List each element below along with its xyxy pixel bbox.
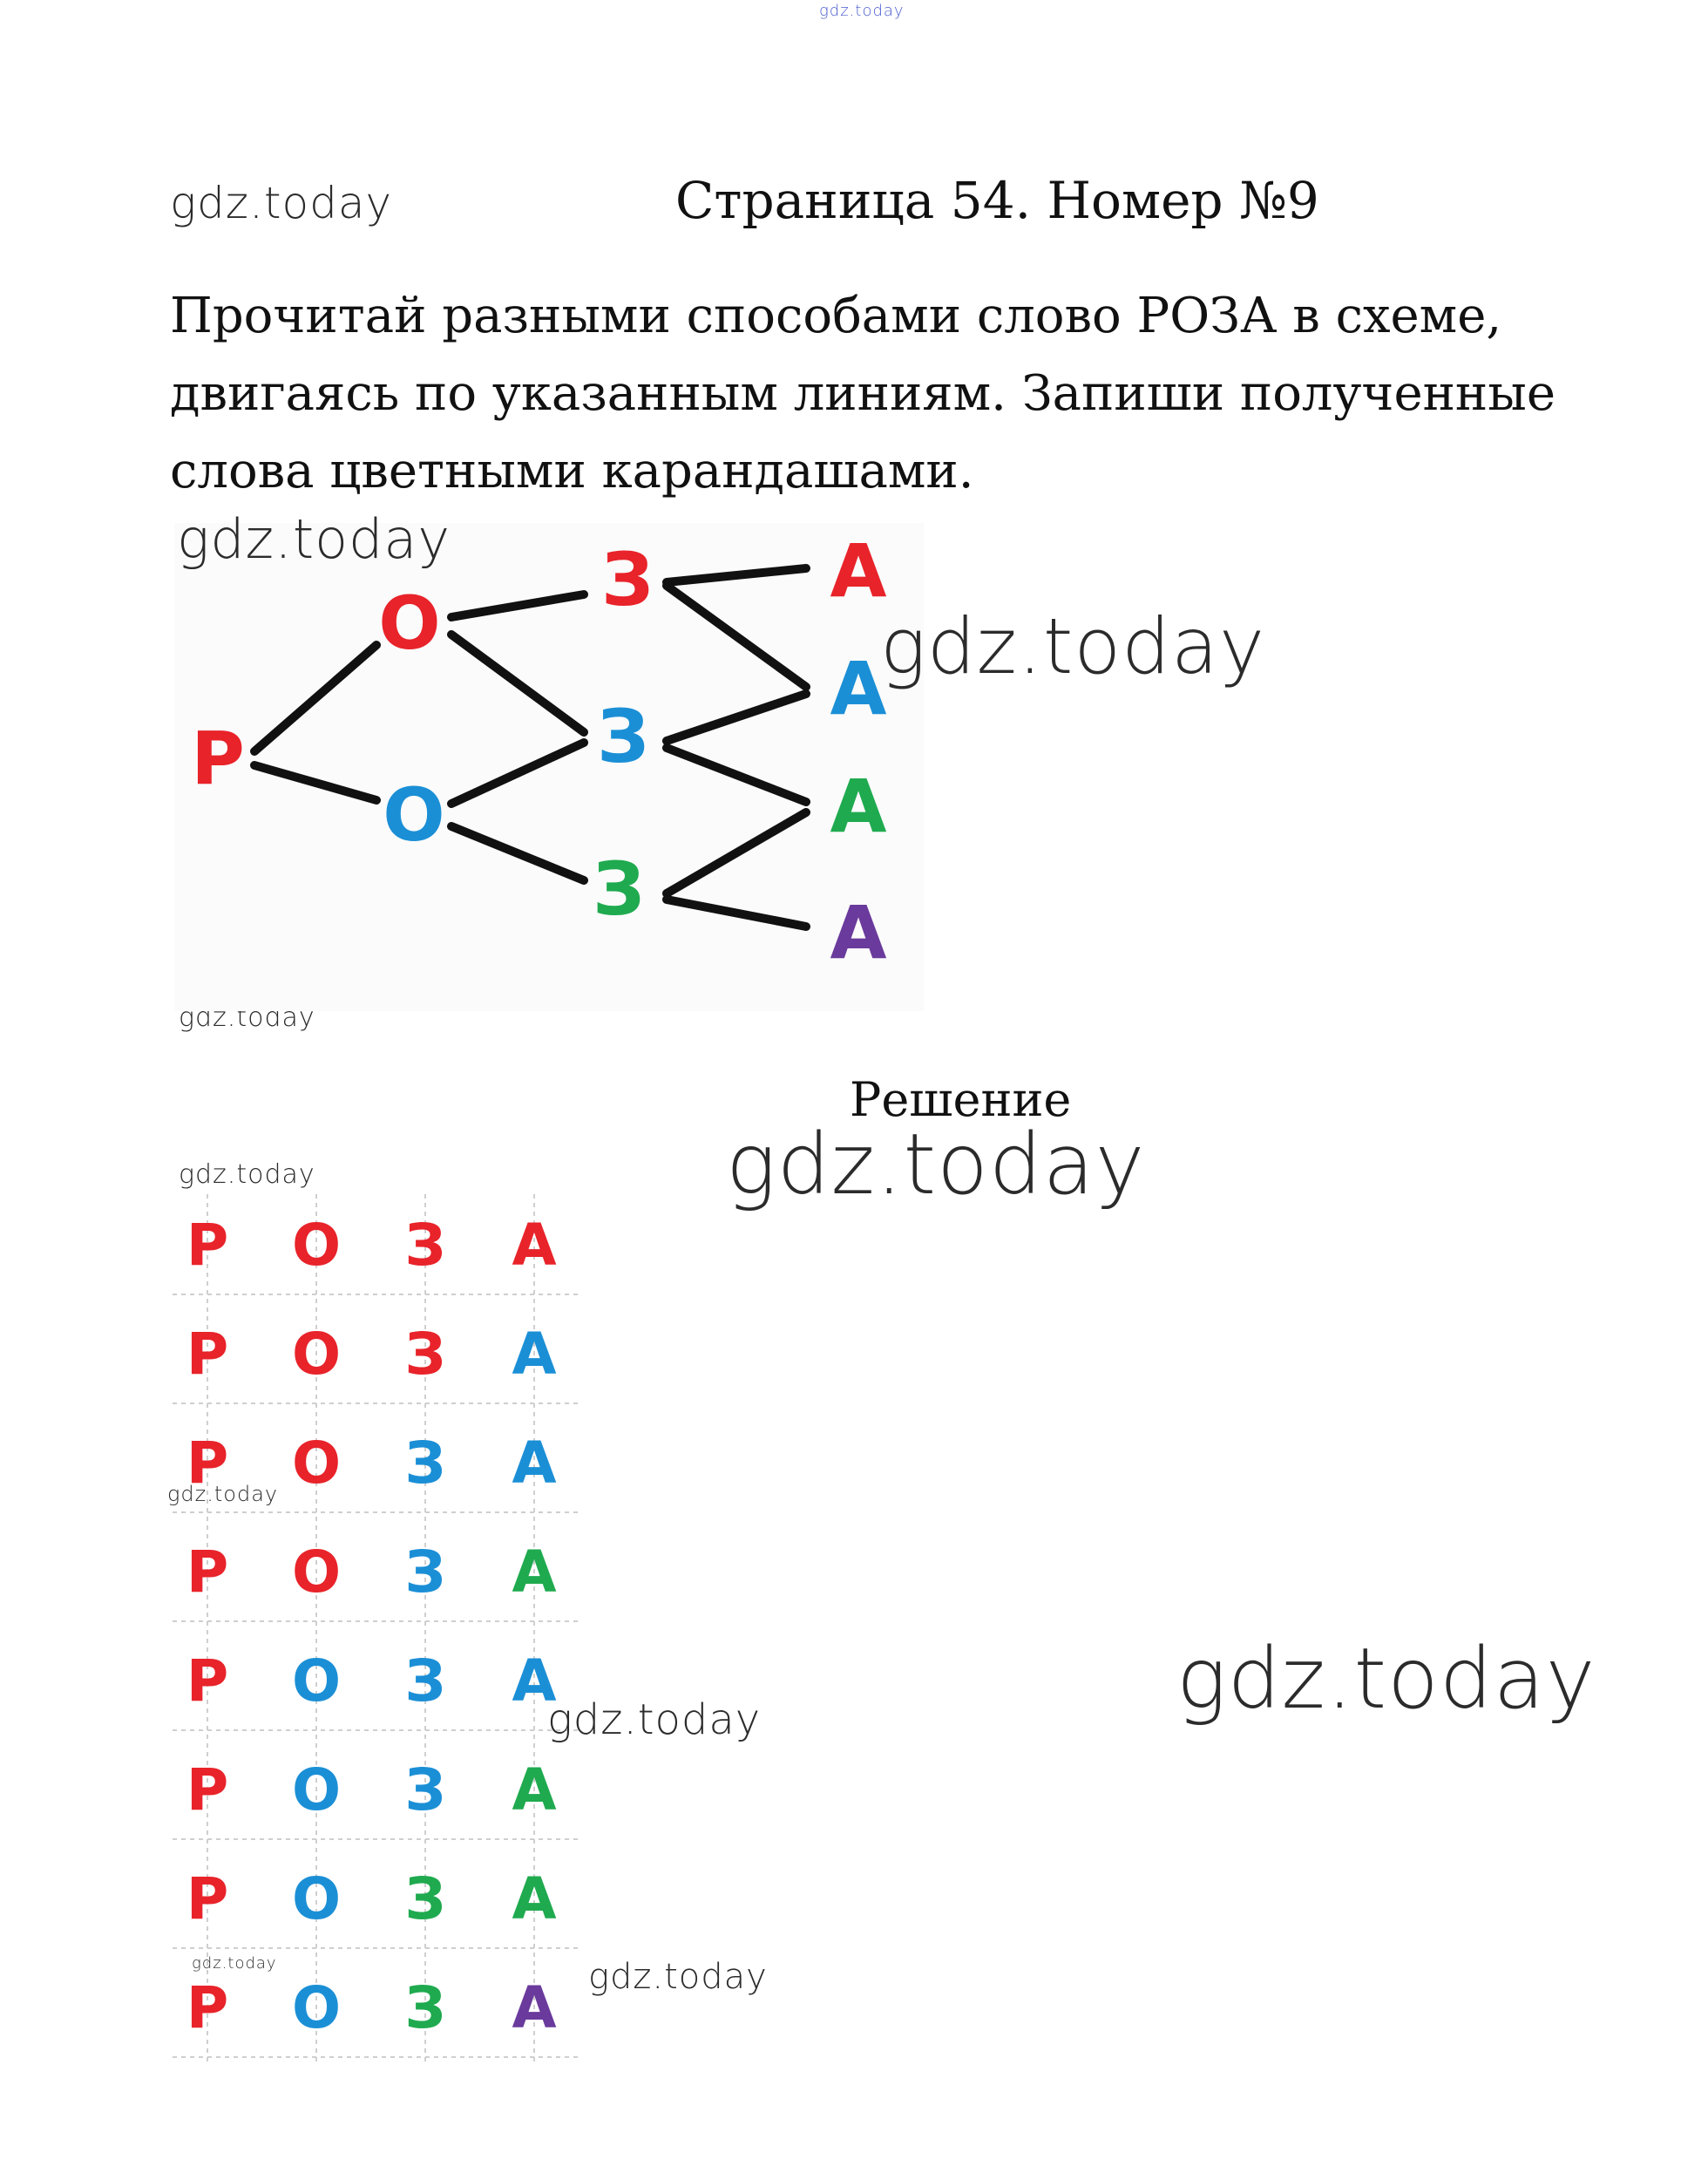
- answer-letter-r7-c1: Р: [186, 1865, 229, 1932]
- answer-letter-r7-c3: З: [404, 1865, 446, 1932]
- scheme-node-r: Р: [191, 716, 245, 801]
- watermark-grid-row8-small: gdz.today: [192, 1954, 277, 1973]
- solution-heading: Решение: [850, 1072, 1072, 1127]
- answer-letter-r1-c3: З: [404, 1212, 446, 1279]
- watermark-scheme-right: gdz.today: [880, 601, 1266, 691]
- page-title: Страница 54. Номер №9: [675, 171, 1319, 230]
- scheme-node-z1: З: [601, 537, 654, 622]
- scheme-edge-z3-a4: [667, 900, 806, 927]
- scheme-edge-o1-z2: [451, 635, 584, 732]
- task-text: Прочитай разными способами слово РОЗА в схеме, двигаясь по указанным линиям. Запиши полученные слова цветными карандашами.: [170, 288, 1556, 499]
- answer-letter-r6-c2: О: [291, 1756, 342, 1823]
- answer-grid: [173, 1194, 582, 2066]
- roza-scheme-diagram: [174, 523, 924, 1011]
- answer-letter-r4-c3: З: [404, 1538, 446, 1606]
- scheme-node-a1: А: [830, 528, 887, 614]
- answer-letter-r3-c4: А: [512, 1430, 557, 1497]
- scheme-edge-z2-a2: [667, 694, 806, 741]
- watermark-solution: gdz.today: [726, 1116, 1146, 1213]
- answer-letter-r6-c4: А: [512, 1756, 557, 1823]
- watermark-large-right: gdz.today: [1176, 1630, 1596, 1728]
- answer-letter-r1-c1: Р: [186, 1212, 229, 1279]
- scheme-node-o1: О: [378, 581, 441, 666]
- scheme-edge-o2-z2: [451, 743, 584, 804]
- scheme-edge-z1-a2: [667, 586, 806, 687]
- scheme-edge-r-o2: [254, 765, 376, 800]
- scheme-edge-r-o1: [254, 645, 376, 751]
- answer-letter-r1-c2: О: [291, 1212, 342, 1279]
- watermark-scheme-bottom: gdz.today: [179, 1002, 315, 1033]
- answer-letter-r4-c4: А: [512, 1538, 557, 1606]
- answer-letter-r1-c4: А: [512, 1212, 557, 1279]
- answer-letter-r4-c1: Р: [186, 1538, 229, 1606]
- watermark-scheme-topleft: gdz.today: [177, 507, 451, 571]
- answer-letter-r7-c2: О: [291, 1865, 342, 1932]
- answer-letter-r8-c4: А: [512, 1974, 557, 2041]
- watermark-grid-row5: gdz.today: [547, 1695, 762, 1744]
- watermark-grid-row3: gdz.today: [167, 1482, 279, 1506]
- scheme-node-o2: О: [383, 772, 445, 858]
- answer-letter-r8-c1: Р: [186, 1974, 229, 2041]
- scheme-edge-z3-a3: [667, 812, 806, 893]
- scheme-edge-z2-a3: [667, 748, 806, 802]
- answer-letter-r2-c2: О: [291, 1321, 342, 1388]
- scheme-edge-o2-z3: [451, 826, 584, 880]
- answer-letter-r7-c4: А: [512, 1865, 557, 1932]
- answer-letter-r5-c3: З: [404, 1647, 446, 1715]
- answer-letter-r5-c1: Р: [186, 1647, 229, 1715]
- answer-letter-r3-c1: Р: [186, 1430, 229, 1497]
- watermark-grid-top: gdz.today: [179, 1159, 315, 1190]
- scheme-node-a3: А: [830, 764, 887, 849]
- answer-letter-r8-c3: З: [404, 1974, 446, 2041]
- answer-letter-r3-c2: О: [291, 1430, 342, 1497]
- answer-letter-r6-c3: З: [404, 1756, 446, 1823]
- answer-letter-r3-c3: З: [404, 1430, 446, 1497]
- watermark-top: gdz.today: [819, 2, 905, 20]
- scheme-edge-o1-z1: [451, 594, 584, 617]
- scheme-node-a2: А: [830, 646, 887, 731]
- answer-letter-r6-c1: Р: [186, 1756, 229, 1823]
- scheme-node-z2: З: [597, 694, 649, 779]
- answer-letter-r5-c4: А: [512, 1647, 557, 1715]
- answer-letter-r2-c1: Р: [186, 1321, 229, 1388]
- scheme-edge-z1-a1: [667, 568, 806, 582]
- answer-letter-r8-c2: О: [291, 1974, 342, 2041]
- scheme-node-a4: А: [830, 890, 887, 975]
- watermark-header: gdz.today: [170, 178, 393, 228]
- answer-letter-r5-c2: О: [291, 1647, 342, 1715]
- answer-letter-r4-c2: О: [291, 1538, 342, 1606]
- scheme-node-z3: З: [593, 846, 645, 932]
- answer-letter-r2-c3: З: [404, 1321, 446, 1388]
- watermark-grid-row8: gdz.today: [588, 1957, 768, 1997]
- answer-letter-r2-c4: А: [512, 1321, 557, 1388]
